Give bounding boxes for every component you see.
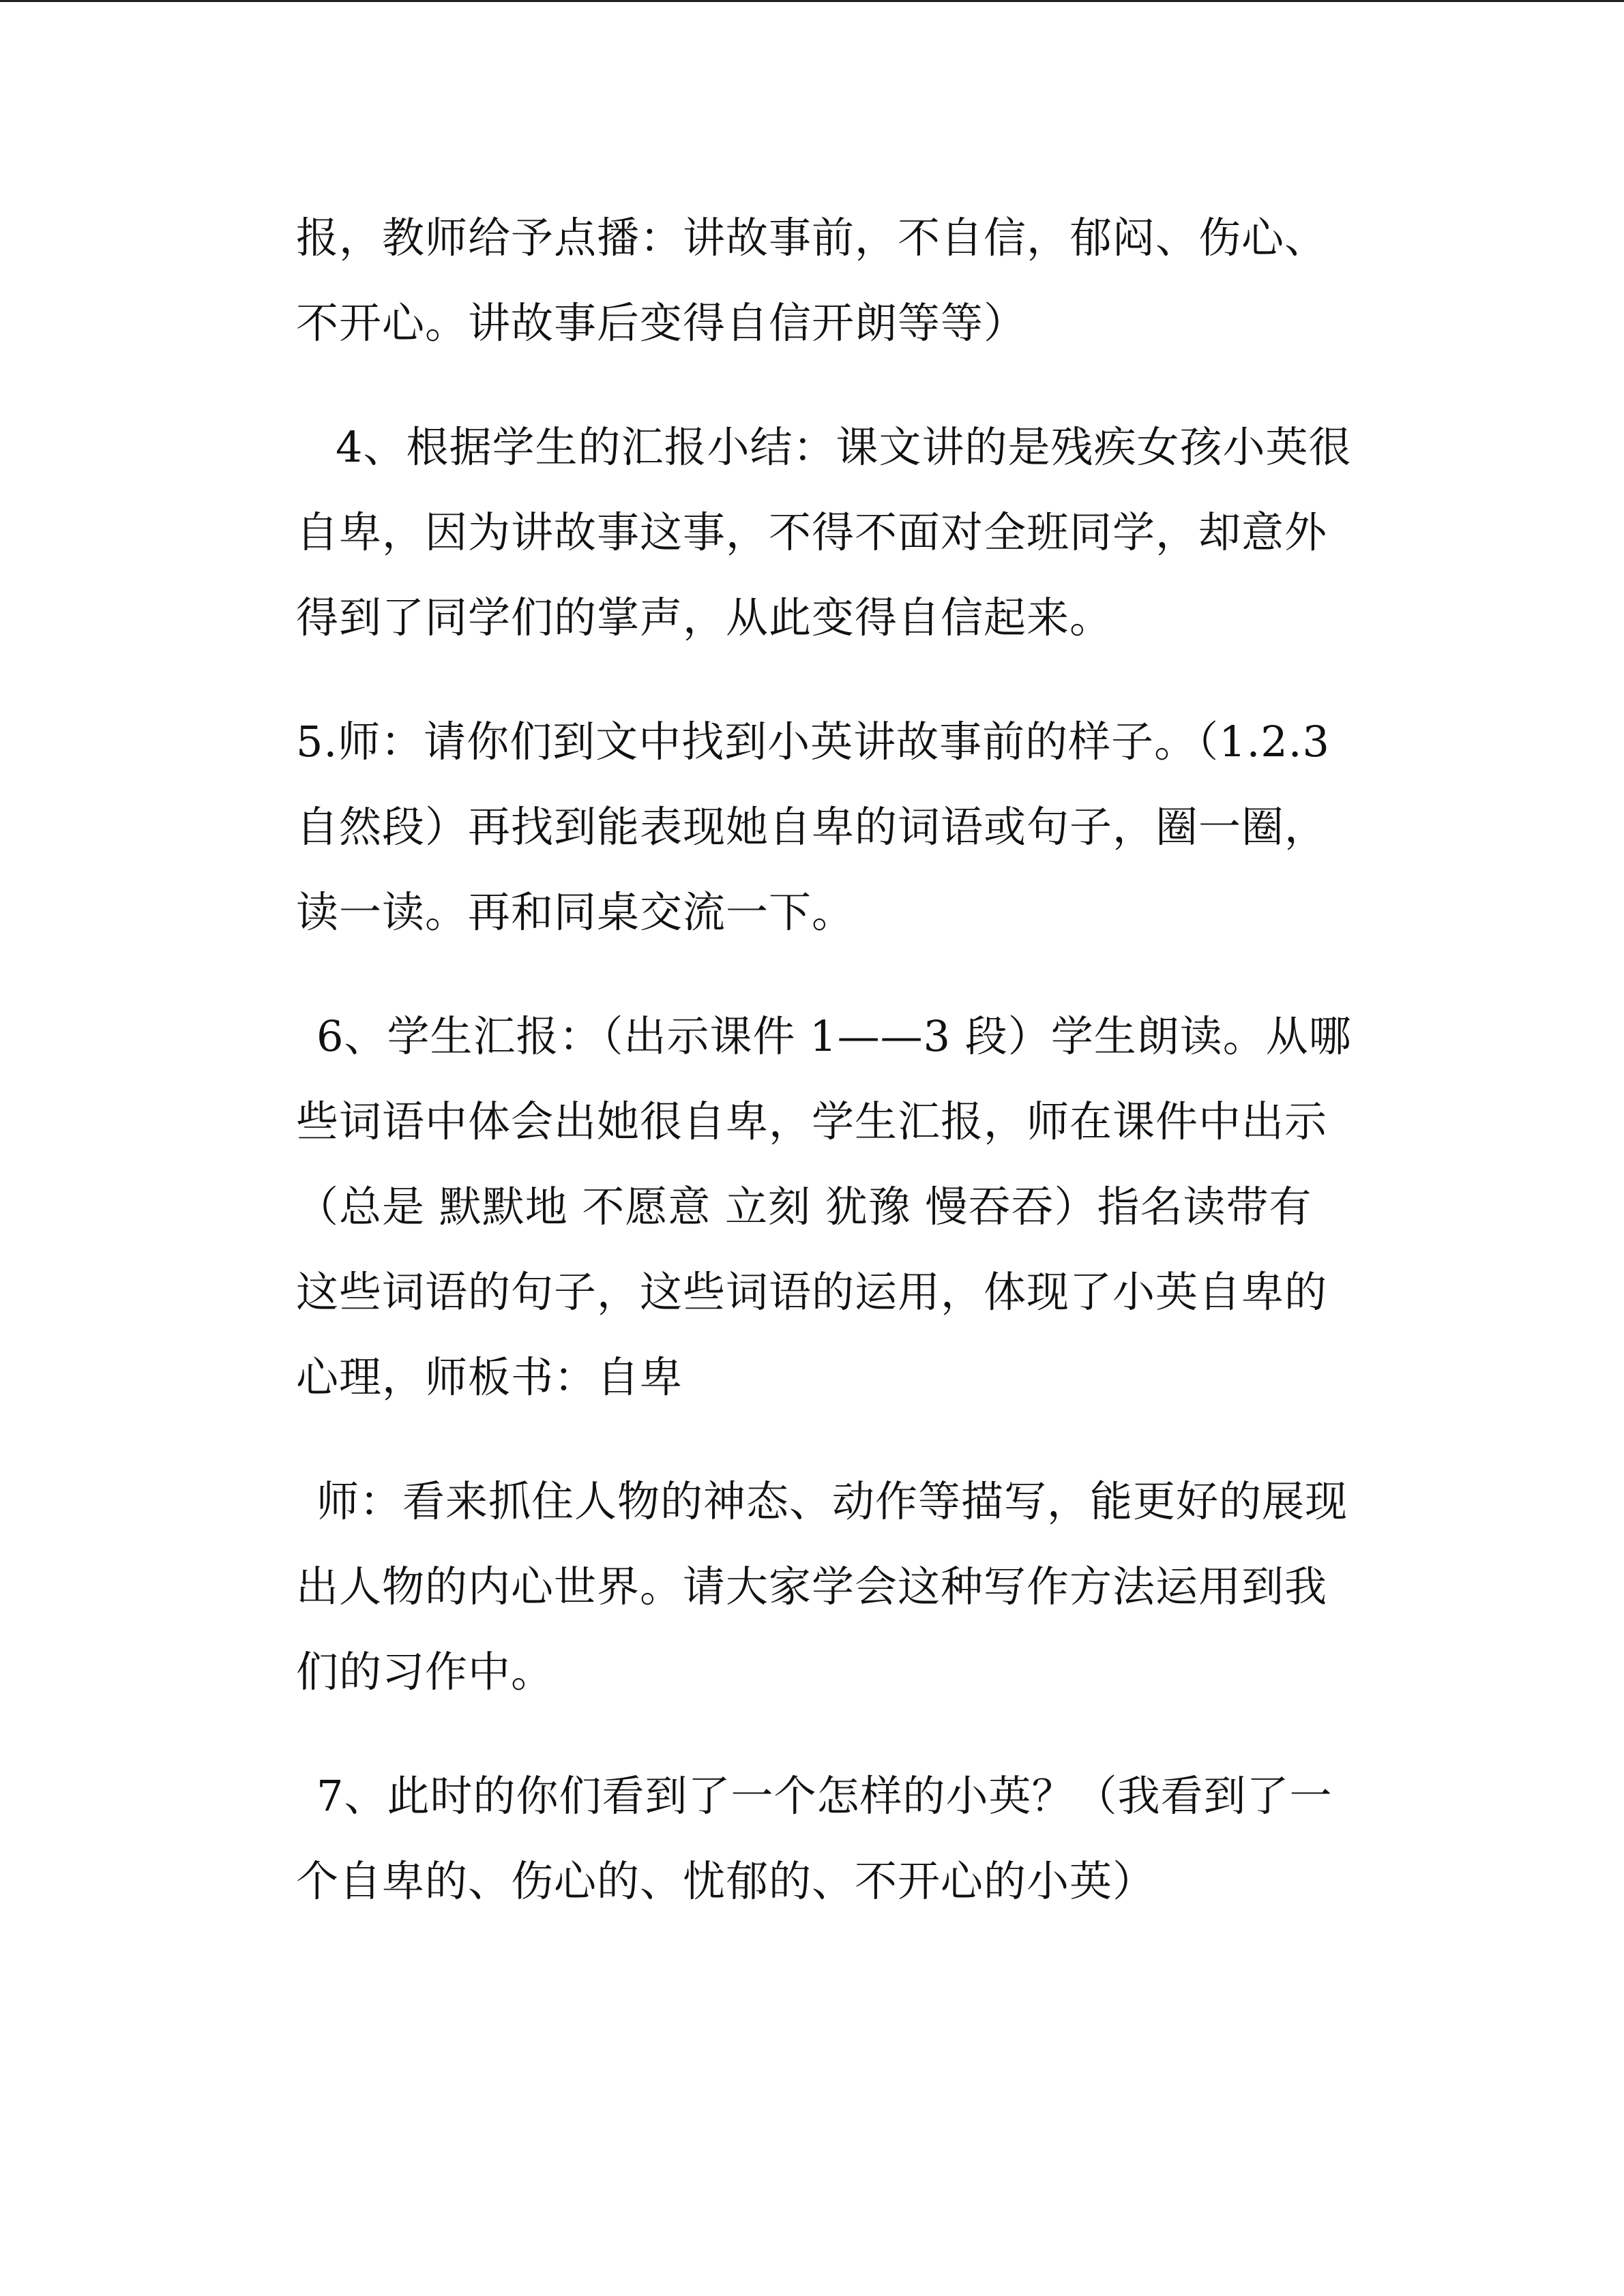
paragraph-line: 报，教师给予点播：讲故事前，不自信，郁闷、伤心、 (296, 213, 1328, 263)
paragraph-line: 些词语中体会出她很自卑，学生汇报，师在课件中出示 (296, 1097, 1328, 1146)
paragraph-line: 师：看来抓住人物的神态、动作等描写，能更好的展现 (316, 1476, 1348, 1526)
paragraph-line: 自然段）再找到能表现她自卑的词语或句子，圈一圈， (296, 802, 1328, 852)
paragraph-line: 4、根据学生的汇报小结：课文讲的是残疾女孩小英很 (336, 422, 1352, 472)
paragraph-3 (296, 699, 1401, 955)
paragraph-line: 出人物的内心世界。请大家学会这种写作方法运用到我 (296, 1562, 1328, 1611)
document-body (296, 195, 1401, 1963)
paragraph-line: 6、学生汇报：（出示课件 1——3 段）学生朗读。从哪 (316, 1011, 1352, 1061)
paragraph-line: 5.师：请你们到文中找到小英讲故事前的样子。（1.2.3 (296, 717, 1330, 766)
paragraph-5 (296, 1459, 1401, 1714)
paragraph-line: （总是 默默地 不愿意 立刻 犹豫 慢吞吞）指名读带有 (296, 1182, 1312, 1232)
paragraph-line: 这些词语的句子，这些词语的运用，体现了小英自卑的 (296, 1267, 1328, 1317)
paragraph-line: 心理，师板书：自卑 (296, 1352, 683, 1402)
paragraph-line: 个自卑的、伤心的、忧郁的、不开心的小英） (296, 1856, 1156, 1906)
paragraph-line: 们的习作中。 (296, 1647, 555, 1697)
paragraph-line: 不开心。讲故事后变得自信开朗等等） (296, 298, 1027, 348)
paragraph-6 (296, 1753, 1401, 1924)
paragraph-line: 自卑，因为讲故事这事，不得不面对全班同学，却意外 (296, 507, 1328, 557)
paragraph-line: 得到了同学们的掌声，从此变得自信起来。 (296, 593, 1113, 642)
paragraph-2 (296, 404, 1401, 660)
paragraph-line: 读一读。再和同桌交流一下。 (296, 887, 855, 937)
paragraph-line: 7、此时的你们看到了一个怎样的小英？（我看到了一 (316, 1771, 1333, 1821)
paragraph-4 (296, 994, 1401, 1420)
paragraph-1 (296, 195, 1401, 366)
